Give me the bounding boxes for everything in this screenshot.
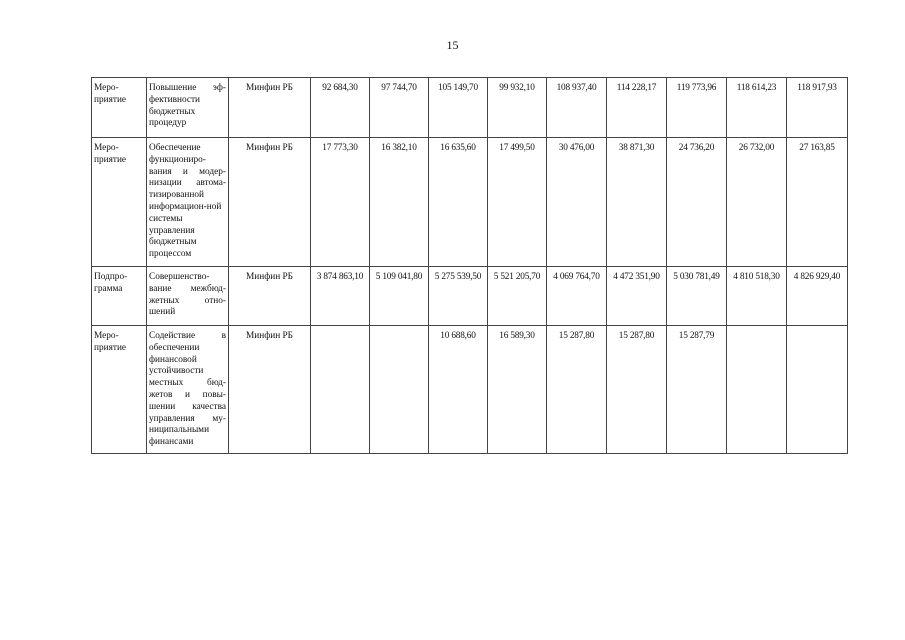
row-description-cell: Обеспечение функциониро-вания и модер-низации автома-тизированной информацион-ной системы управления бюджетным процессом <box>147 138 229 267</box>
value-cell: 16 635,60 <box>429 138 488 267</box>
row-type-cell: Меро-приятие <box>92 326 147 454</box>
value-cell: 15 287,80 <box>547 326 607 454</box>
value-cell: 4 069 764,70 <box>547 267 607 326</box>
value-cell: 17 499,50 <box>488 138 547 267</box>
value-cell: 4 810 518,30 <box>727 267 787 326</box>
value-cell: 16 382,10 <box>370 138 429 267</box>
table-row <box>92 326 848 454</box>
row-executor-cell: Минфин РБ <box>229 78 311 138</box>
value-cell: 105 149,70 <box>429 78 488 138</box>
table-row <box>92 267 848 326</box>
value-cell: 5 521 205,70 <box>488 267 547 326</box>
value-cell: 97 744,70 <box>370 78 429 138</box>
value-cell: 114 228,17 <box>607 78 667 138</box>
value-cell: 5 030 781,49 <box>667 267 727 326</box>
value-cell <box>787 326 848 454</box>
row-executor-cell: Минфин РБ <box>229 138 311 267</box>
budget-table <box>91 77 848 454</box>
row-type-cell: Подпро-грамма <box>92 267 147 326</box>
value-cell <box>370 326 429 454</box>
page-number: 15 <box>446 38 459 52</box>
value-cell: 92 684,30 <box>311 78 370 138</box>
value-cell: 5 275 539,50 <box>429 267 488 326</box>
value-cell: 17 773,30 <box>311 138 370 267</box>
value-cell: 4 826 929,40 <box>787 267 848 326</box>
value-cell: 24 736,20 <box>667 138 727 267</box>
value-cell <box>727 326 787 454</box>
value-cell: 30 476,00 <box>547 138 607 267</box>
row-type-cell: Меро-приятие <box>92 138 147 267</box>
row-type-cell: Меро-приятие <box>92 78 147 138</box>
value-cell: 118 614,23 <box>727 78 787 138</box>
value-cell: 3 874 863,10 <box>311 267 370 326</box>
value-cell: 99 932,10 <box>488 78 547 138</box>
value-cell: 26 732,00 <box>727 138 787 267</box>
value-cell: 118 917,93 <box>787 78 848 138</box>
table-row <box>92 138 848 267</box>
value-cell: 10 688,60 <box>429 326 488 454</box>
value-cell: 4 472 351,90 <box>607 267 667 326</box>
value-cell <box>311 326 370 454</box>
table-row <box>92 78 848 138</box>
value-cell: 38 871,30 <box>607 138 667 267</box>
row-description-cell: Содействие в обеспечении финансовой устойчивости местных бюд-жетов и повы-шении качества управления му-ниципальными финансами <box>147 326 229 454</box>
value-cell: 108 937,40 <box>547 78 607 138</box>
row-description-cell: Совершенство-вание межбюд-жетных отно-шений <box>147 267 229 326</box>
row-executor-cell: Минфин РБ <box>229 267 311 326</box>
value-cell: 27 163,85 <box>787 138 848 267</box>
row-executor-cell: Минфин РБ <box>229 326 311 454</box>
value-cell: 15 287,79 <box>667 326 727 454</box>
value-cell: 16 589,30 <box>488 326 547 454</box>
value-cell: 5 109 041,80 <box>370 267 429 326</box>
value-cell: 119 773,96 <box>667 78 727 138</box>
value-cell: 15 287,80 <box>607 326 667 454</box>
row-description-cell: Повышение эф-фективности бюджетных процедур <box>147 78 229 138</box>
